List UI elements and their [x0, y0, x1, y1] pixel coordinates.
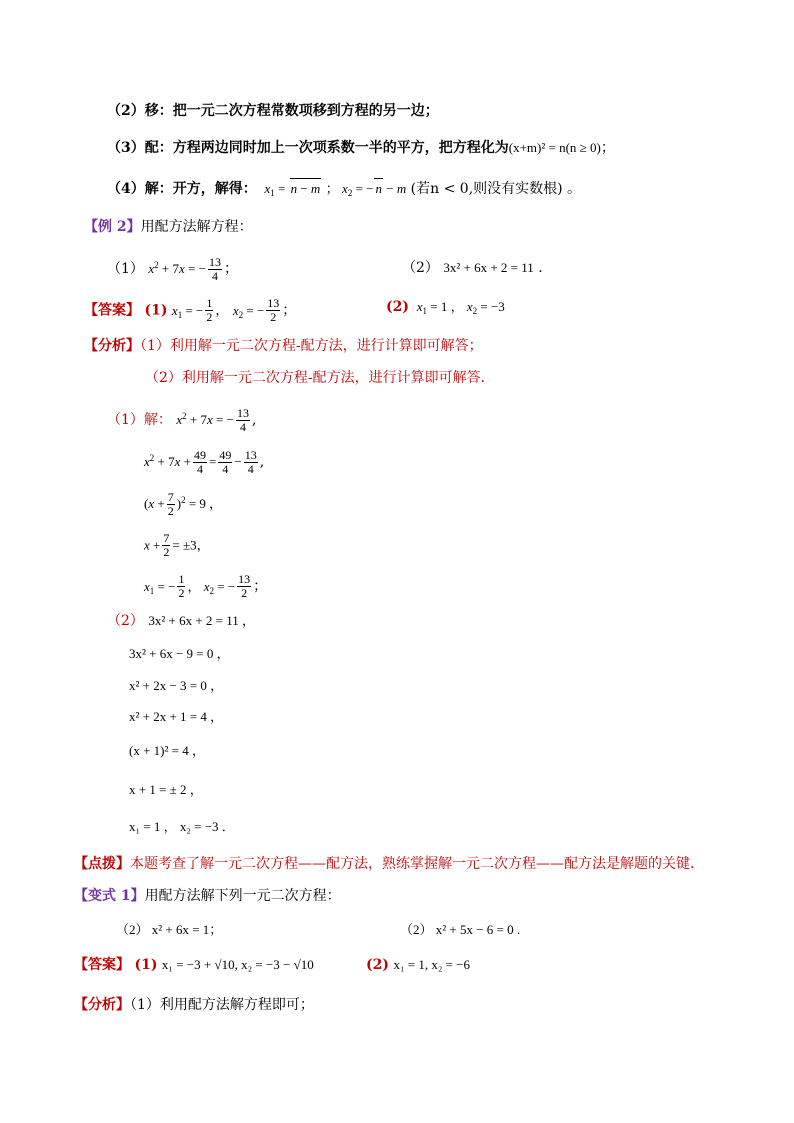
fraction: $\frac{13}{4}$ — [208, 254, 221, 283]
variant-1-header — [74, 886, 341, 906]
variant-analysis-tag: 【分析】 — [74, 997, 130, 1013]
analysis-tag: 【分析】 — [84, 338, 140, 354]
step-4-note: (若n < 0,则没有实数根) 。 — [410, 181, 582, 197]
solution-1-line-1: （1）解： $x^2 + 7x$ = − $\frac{13}{4}$ , — [107, 405, 257, 434]
solution-2-line-7: x₁ = 1 ， x₂ = −3 ． — [129, 819, 235, 834]
solution-1-label: （1）解： — [107, 412, 172, 428]
variant-1-tag: 【变式 1】 — [74, 888, 145, 904]
q2-label: （2） — [402, 260, 439, 276]
variant-analysis-1: （1）利用配方法解方程即可； — [130, 997, 314, 1013]
step-4 — [107, 178, 581, 203]
solution-2-line-4: x² + 2x + 1 = 4 ， — [129, 709, 224, 724]
analysis-1: （1）利用解一元二次方程-配方法，进行计算即可解答； — [140, 338, 483, 354]
solution-1-line-4: x + $\frac{7}{2}$ = ±3， — [144, 531, 210, 559]
answer-2-label: (2) — [386, 299, 409, 315]
solution-1-line-5: $x_1$ = − $\frac{1}{2}$ ， $x_2$ = − $\frac{13}{2}$ ； — [144, 572, 268, 600]
solution-2-line-1: （2） 3x² + 6x + 2 = 11 ， — [107, 613, 256, 629]
step-3-text: （3）配：方程两边同时加上一次项系数一半的平方，把方程化为 — [107, 140, 509, 156]
solution-2-line-5: (x + 1)² = 4 ， — [129, 743, 205, 758]
step-3-math: (x+m)² = n(n ≥ 0) — [508, 140, 601, 155]
q2-equation: 3x² + 6x + 2 = 11 — [443, 260, 534, 275]
example-2-q1: （1） $x^2 + 7x$ = − $\frac{13}{4}$ ； — [107, 254, 238, 283]
step-3 — [107, 138, 615, 158]
example-2-answer: 【答案】 (1) $x_1$ = − $\frac{1}{2}$ ， $x_2$ = − $\frac{13}{2}$ ； — [84, 296, 297, 324]
comment-text: 本题考查了解一元二次方程——配方法，熟练掌握解一元二次方程——配方法是解题的关键． — [130, 856, 704, 872]
variant-answer-2: x₁ = 1, x₂ = −6 — [393, 957, 471, 972]
example-2-tag: 【例 2】 — [84, 219, 141, 235]
variant-1-q2: （2） x² + 5x − 6 = 0 . — [400, 922, 521, 937]
q1-label: （1） — [107, 261, 144, 277]
variant-1-answer — [74, 955, 314, 975]
variant-answer-1: x₁ = −3 + √10, x₂ = −3 − √10 — [161, 957, 314, 972]
solution-2-line-2: 3x² + 6x − 9 = 0 ， — [129, 646, 230, 661]
step-4-x1: $x_1 = n - m$ — [261, 181, 321, 196]
step-3-end: ； — [600, 140, 615, 156]
solution-2-line-6: x + 1 = ± 2 ， — [129, 782, 203, 797]
solution-2-label: （2） — [107, 613, 144, 629]
variant-answer-2-label: (2) — [366, 957, 389, 973]
example-2-q2: （2） 3x² + 6x + 2 = 11 . — [402, 260, 543, 276]
solution-1-line-2: $x^2 + 7x$ + $\frac{49}{4}$ = $\frac{49}{4}$ − $\frac{13}{4}$ , — [144, 447, 265, 476]
variant-1-prompt: 用配方法解下列一元二次方程： — [144, 888, 341, 904]
answer-tag: 【答案】 — [84, 302, 140, 319]
solution-2-line-3: x² + 2x − 3 = 0 ， — [129, 678, 224, 693]
example-2-comment — [74, 854, 704, 874]
step-4-text: （4）解：开方，解得： — [107, 181, 257, 197]
variant-answer-1-label: (1) — [134, 957, 158, 973]
variant-1-analysis — [74, 995, 314, 1015]
solution-1-line-3: (x + $\frac{7}{2}$ )$^2$ = 9 ， — [144, 489, 223, 518]
example-2-header — [84, 217, 253, 237]
variant-1-answer-2 — [366, 955, 470, 975]
step-2: （2）移：把一元二次方程常数项移到方程的另一边； — [107, 103, 439, 119]
variant-1-q1: （2） x² + 6x = 1； — [116, 922, 223, 937]
example-2-analysis — [84, 336, 483, 356]
variant-answer-tag: 【答案】 — [74, 957, 130, 973]
comment-tag: 【点拨】 — [74, 856, 130, 872]
example-2-prompt: 用配方法解方程： — [140, 219, 253, 235]
step-4-x2: ； $x_2$ = − n − m — [326, 181, 406, 196]
analysis-2: （2）利用解一元二次方程-配方法，进行计算即可解答． — [145, 370, 495, 386]
example-2-answer-2: (2) $x_1 = 1$ ， $x_2 = -3$ — [386, 299, 505, 316]
answer-1-label: (1) — [144, 302, 168, 319]
